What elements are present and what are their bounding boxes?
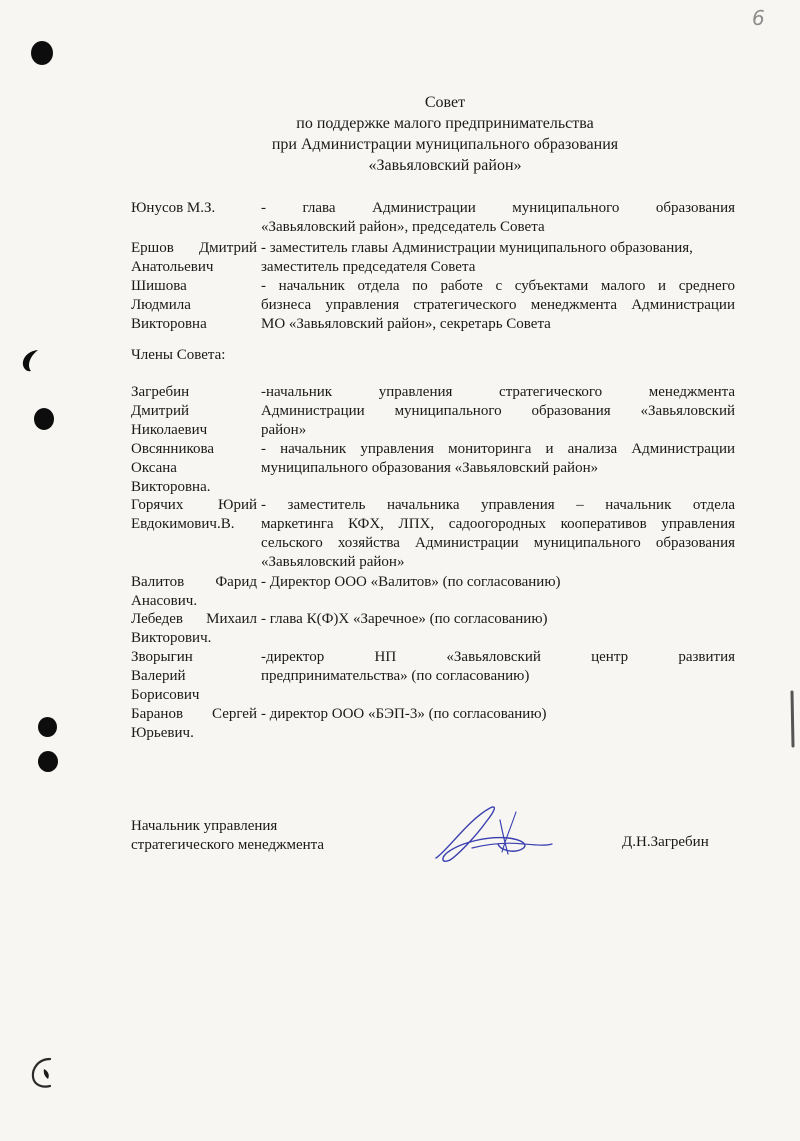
member-role: - глава Администрации муниципального образования «Завьяловский район», председатель Совета <box>261 200 735 235</box>
member-role: - заместитель главы Администрации муниципального образования, заместитель председателя Совета <box>261 240 693 275</box>
member-role: - начальник отдела по работе с субъектами малого и среднего бизнеса управления стратегического менеджмента Администрации МО «Завьяловский район», секретарь Совета <box>261 278 735 332</box>
title-line: «Завьяловский район» <box>368 157 522 174</box>
members-heading: Члены Совета: <box>131 347 226 363</box>
stamp-mark <box>28 1055 62 1091</box>
title-line: при Администрации муниципального образования <box>271 136 619 153</box>
member-role: - Директор ООО «Валитов» (по согласованию) <box>261 574 561 590</box>
title-line: по поддержке малого предпринимательства <box>296 115 594 132</box>
signatory-name: Д.Н.Загребин <box>622 834 709 850</box>
member-name: Лебедев Михаил Викторович. <box>131 611 257 646</box>
member-name: Зворыгин Валерий Борисович <box>131 649 200 703</box>
member-name: Горячих Юрий Евдокимович.В. <box>131 497 257 532</box>
punch-hole-partial <box>20 348 44 374</box>
member-name: Баранов Сергей Юрьевич. <box>131 706 257 741</box>
scan-edge-mark <box>786 690 796 750</box>
member-role: - директор ООО «БЭП-3» (по согласованию) <box>261 706 547 722</box>
punch-hole <box>38 717 57 737</box>
member-role: -директор НП «Завьяловский центр развития предпринимательства» (по согласованию) <box>261 649 735 684</box>
member-role: - заместитель начальника управления – начальник отдела маркетинга КФХ, ЛПХ, садоогородных кооперативов управления сельского хозяйства Администрации муниципального образования «Завьяловский район» <box>261 497 735 570</box>
signatory-position: Начальник управления стратегического менеджмента <box>131 818 325 853</box>
handwritten-signature <box>428 800 558 870</box>
title-line: Совет <box>424 94 466 111</box>
member-role: -начальник управления стратегического менеджмента Администрации муниципального образования «Завьяловский район» <box>261 384 735 438</box>
member-name: Валитов Фарид Анасович. <box>131 574 257 609</box>
punch-hole <box>38 751 58 772</box>
member-name: Юнусов М.З. <box>131 200 216 216</box>
member-name: Овсянникова Оксана Викторовна. <box>131 441 215 495</box>
page-number: 6 <box>752 6 765 30</box>
member-name: Загребин Дмитрий Николаевич <box>131 384 208 438</box>
punch-hole <box>31 41 53 65</box>
member-role: - начальник управления мониторинга и анализа Администрации муниципального образования «Завьяловский район» <box>261 441 735 476</box>
member-name: Шишова Людмила Викторовна <box>131 278 207 332</box>
document-title <box>180 92 710 176</box>
member-role: - глава К(Ф)Х «Заречное» (по согласованию) <box>261 611 548 627</box>
punch-hole <box>34 408 54 430</box>
member-name: Ершов Дмитрий Анатольевич <box>131 240 257 275</box>
